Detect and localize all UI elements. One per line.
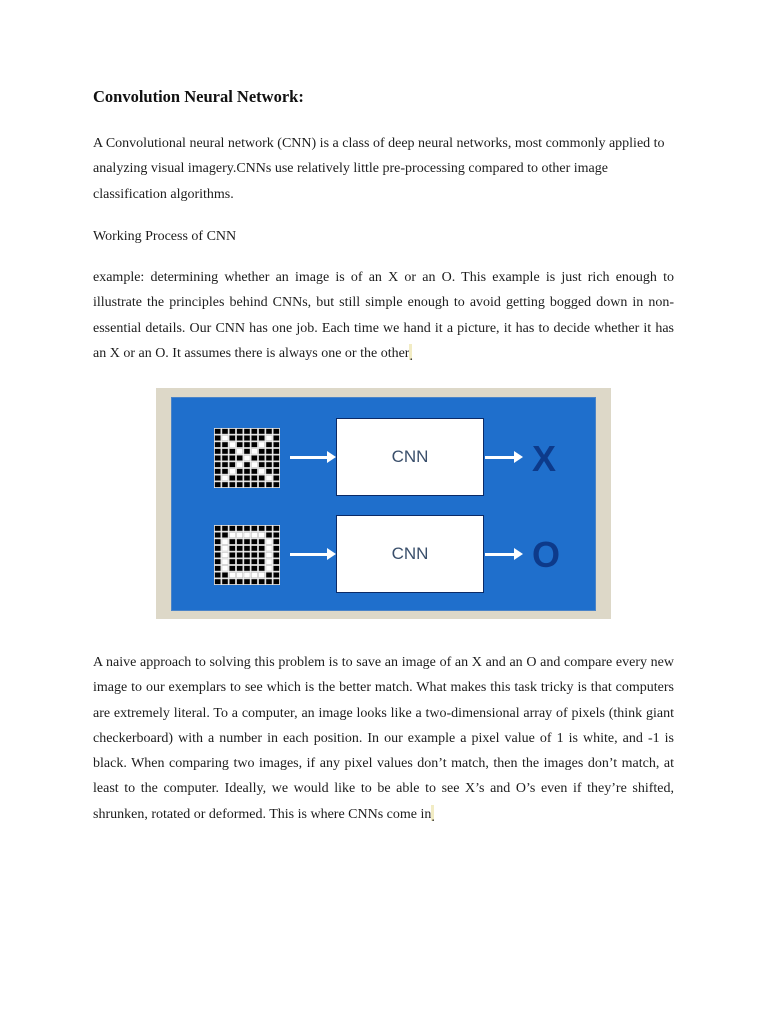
- intro-paragraph: A Convolutional neural network (CNN) is a class of deep neural networks, most commonly applied to analyzing visual imagery.CNNs use relatively little pre-processing compared to other image classification algorithms.: [93, 136, 665, 202]
- example-paragraph: [93, 265, 674, 366]
- arrow-to-output-o: [485, 553, 515, 556]
- section-subtitle: Working Process of CNN: [93, 229, 237, 244]
- x-pixel-grid-icon: [214, 428, 280, 488]
- cnn-box-o: [336, 515, 484, 593]
- page-title: Convolution Neural Network:: [93, 87, 304, 106]
- cnn-box-label: CNN: [391, 544, 429, 563]
- arrow-to-output-x: [485, 456, 515, 459]
- cnn-box-label: CNN: [391, 447, 429, 466]
- output-label-o: O: [532, 534, 561, 575]
- highlight-mark: .: [409, 344, 412, 360]
- arrow-to-cnn-x: [290, 456, 328, 459]
- naive-approach-paragraph: [93, 650, 674, 827]
- example-text: example: determining whether an image is of an X or an O. This example is just rich enough to illustrate the principles behind CNNs, but still simple enough to avoid getting bogged down in non-essential details. Our CNN has one job. Each time we hand it a picture, it has to decide whether it has an X or an O. It assumes there is always one or the other: [93, 270, 674, 361]
- cnn-diagram-figure: [156, 388, 611, 619]
- highlight-mark: .: [431, 805, 434, 821]
- arrow-to-cnn-o: [290, 553, 328, 556]
- naive-text: A naive approach to solving this problem is to save an image of an X and an O and compare every new image to our exemplars to see which is the better match. What makes this task tricky is that computers are extremely literal. To a computer, an image looks like a two-dimensional array of pixels (think giant checkerboard) with a number in each position. In our example a pixel value of 1 is white, and -1 is black. When comparing two images, if any pixel values don’t match, then the images don’t match, at least to the computer. Ideally, we would like to be able to see X’s and O’s even if they’re shifted, shrunken, rotated or deformed. This is where CNNs come in: [93, 655, 674, 822]
- cnn-box-x: [336, 418, 484, 496]
- output-label-x: X: [532, 438, 557, 479]
- o-pixel-grid-icon: [214, 525, 280, 585]
- diagram-background: [171, 397, 596, 611]
